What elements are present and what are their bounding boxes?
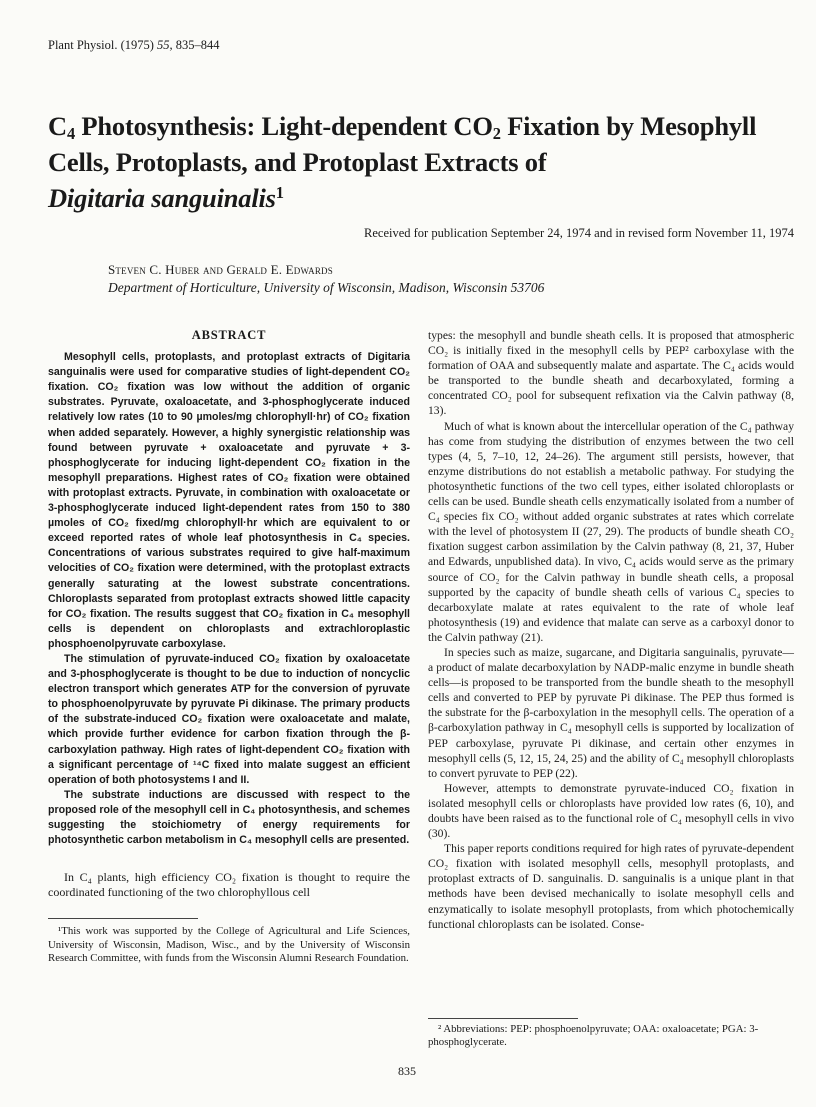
received-date: Received for publication September 24, 1974 and in revised form November 11, 1974 [364,226,794,240]
body-paragraph: types: the mesophyll and bundle sheath cells. It is proposed that atmospheric CO₂ is initially fixed in the mesophyll cells by PEP² carboxylase with the formation of OAA and subsequently malate and aspartate. The C₄ acids would be transported to the bundle sheath and decarboxylated, forming a concentrated CO₂ pool for subsequent refixation via the Calvin pathway (8, 13). [428,329,794,418]
footnote-divider [428,1018,578,1019]
body-paragraph: Much of what is known about the intercellular operation of the C₄ pathway has come from studying the distribution of enzymes between the two cell types (4, 5, 7–10, 12, 24–26). The argument still persists, however, that enzyme distributions do not establish a metabolic pathway. For studying the photosynthetic functions of the two cell types, either isolated chloroplasts or cells can be used. Bundle sheath cells enzymatically isolated from a number of C₄ species fix CO₂ without added organic substrates at rates which correlate with the level of photosystem II (27, 29). The products of bundle sheath CO₂ fixation suggest carbon assimilation by the Calvin pathway (8, 21, 37, Huber and Edwards, unpublished data). In vivo, C₄ acids would serve as the primary source of CO₂ for the Calvin pathway in bundle sheath cells, a proposal supported by the capacity of bundle sheath cells of various C₄ species to decarboxylate malate at rates equivalent to the rate of whole leaf photosynthesis (19) and evidence that malate can serve as a carboxyl donor to the Calvin pathway (21). [428,419,794,644]
title-species: Digitaria sanguinalis [48,183,276,213]
title-line-2: Cells, Protoplasts, and Protoplast Extracts of [48,147,547,177]
journal-volume: 55, [157,38,173,52]
page-number: 835 [398,1064,416,1078]
footnote-1 [48,925,410,965]
title-part: Fixation by Mesophyll [500,111,757,141]
body-paragraph: However, attempts to demonstrate pyruvate-induced CO₂ fixation in isolated mesophyll cells or chloroplasts have provided low rates (6, 10), and doubts have been raised as to the functional role of C₄ mesophyll cells in vivo (30). [428,781,794,841]
authors: Steven C. Huber and Gerald E. Edwards [108,262,333,277]
abstract-heading: ABSTRACT [191,328,267,342]
right-column [428,328,794,932]
affiliation: Department of Horticulture, University of Wisconsin, Madison, Wisconsin 53706 [108,280,545,295]
body-paragraph: This paper reports conditions required for high rates of pyruvate-dependent CO₂ fixation with isolated mesophyll cells, mesophyll protoplasts, and protoplast extracts of D. sanguinalis. D. sanguinalis is a unique plant in that methods have been devised mechanically to isolate mesophyll cells and enzymatically to isolate mesophyll protoplasts, from which photochemically functional chloroplasts can be isolated. Conse- [428,842,794,931]
title-part: C [48,111,67,141]
footnote-text: ¹This work was supported by the College of Agricultural and Life Sciences, University of Wisconsin, Madison, Wisc., and by the University of Wisconsin Research Committee, with funds from the Wisconsin Alumni Research Foundation. [48,925,410,965]
title-line-1 [48,108,788,144]
title-sub: 4 [66,124,75,144]
abstract-paragraph: Mesophyll cells, protoplasts, and protoplast extracts of Digitaria sanguinalis were used for comparative studies of light-dependent CO₂ fixation. CO₂ fixation was low without the addition of organic substrates. Pyruvate, oxaloacetate, and 3-phosphoglycerate induced relatively low rates (10 to 90 µmoles/mg chlorophyll·hr) of CO₂ fixation when added separately. However, a highly synergistic relationship was found between pyruvate + oxaloacetate and pyruvate + 3-phosphoglycerate for inducing light-dependent CO₂ fixation in the mesophyll preparations. Highest rates of CO₂ fixation were obtained with protoplast extracts. Pyruvate, in combination with oxaloacetate or 3-phosphoglycerate induced light-dependent rates from 150 to 380 µmoles of CO₂ fixed/mg chlorophyll·hr which are equivalent to or exceed reported rates of whole leaf photosynthesis in C₄ species. Concentrations of various substrates required to give half-maximum velocities of CO₂ fixation were determined, with the protoplast extracts generally saturating at the lowest substrate concentrations. Chloroplasts separated from protoplast extracts showed little capacity for CO₂ fixation. The results suggest that CO₂ fixation in C₄ mesophyll cells is dependent on chloroplasts and extrachloroplastic phosphoenolpyruvate carboxylase. [48,351,410,650]
journal-pages: 835–844 [175,38,220,52]
abstract-body [48,350,410,848]
introduction [48,870,410,900]
title-line-3 [48,180,788,216]
journal-name: Plant Physiol. [48,38,118,52]
journal-citation [48,38,220,53]
intro-paragraph: In C₄ plants, high efficiency CO₂ fixation is thought to require the coordinated functioning of the two chlorophyllous cell [48,870,410,900]
title-footnote-mark: 1 [275,182,284,202]
body-paragraph: In species such as maize, sugarcane, and Digitaria sanguinalis, pyruvate—a product of malate decarboxylation by NADP-malic enzyme in bundle sheath cells—is proposed to be transported from the bundle sheath to the mesophyll cells and converted to PEP by pyruvate Pi dikinase. The PEP thus formed is the substrate for the β-carboxylation in the mesophyll cells. The operation of a β-carboxylation pathway in C₄ mesophyll cells is supported by localization of PEP carboxylase, pyruvate Pi dikinase, and certain other enzymes in mesophyll cells (5, 12, 15, 24, 25) and the ability of C₄ mesophyll chloroplasts to convert pyruvate to PEP (22). [428,645,794,780]
footnote-divider [48,918,198,919]
footnote-text: ² Abbreviations: PEP: phosphoenolpyruvate; OAA: oxaloacetate; PGA: 3-phosphoglycerate. [428,1023,759,1049]
abstract-paragraph: The substrate inductions are discussed with respect to the proposed role of the mesophyll cell in C₄ photosynthesis, and schemes suggesting the stoichiometry of energy requirements for photosynthetic carbon metabolism in C₄ mesophyll cells are presented. [48,788,410,847]
journal-year: (1975) [120,38,154,52]
abstract-paragraph: The stimulation of pyruvate-induced CO₂ fixation by oxaloacetate and 3-phosphoglycerate is thought to be due to induction of noncyclic electron transport which generates ATP for the conversion of pyruvate to phosphoenolpyruvate by pyruvate Pi dikinase. The primary products of the substrate-induced CO₂ fixation were oxaloacetate and malate, which provide further evidence for carbon fixation through the β-carboxylation pathway. High rates of light-dependent CO₂ fixation with a significant percentage of ¹⁴C fixed into malate suggest an efficient operation of both photosystems I and II. [48,652,410,786]
title-part: Photosynthesis: Light-dependent CO [74,111,493,141]
title-sub: 2 [492,124,501,144]
footnote-2 [428,1018,794,1050]
paper-title [48,108,788,216]
left-column [48,328,410,966]
